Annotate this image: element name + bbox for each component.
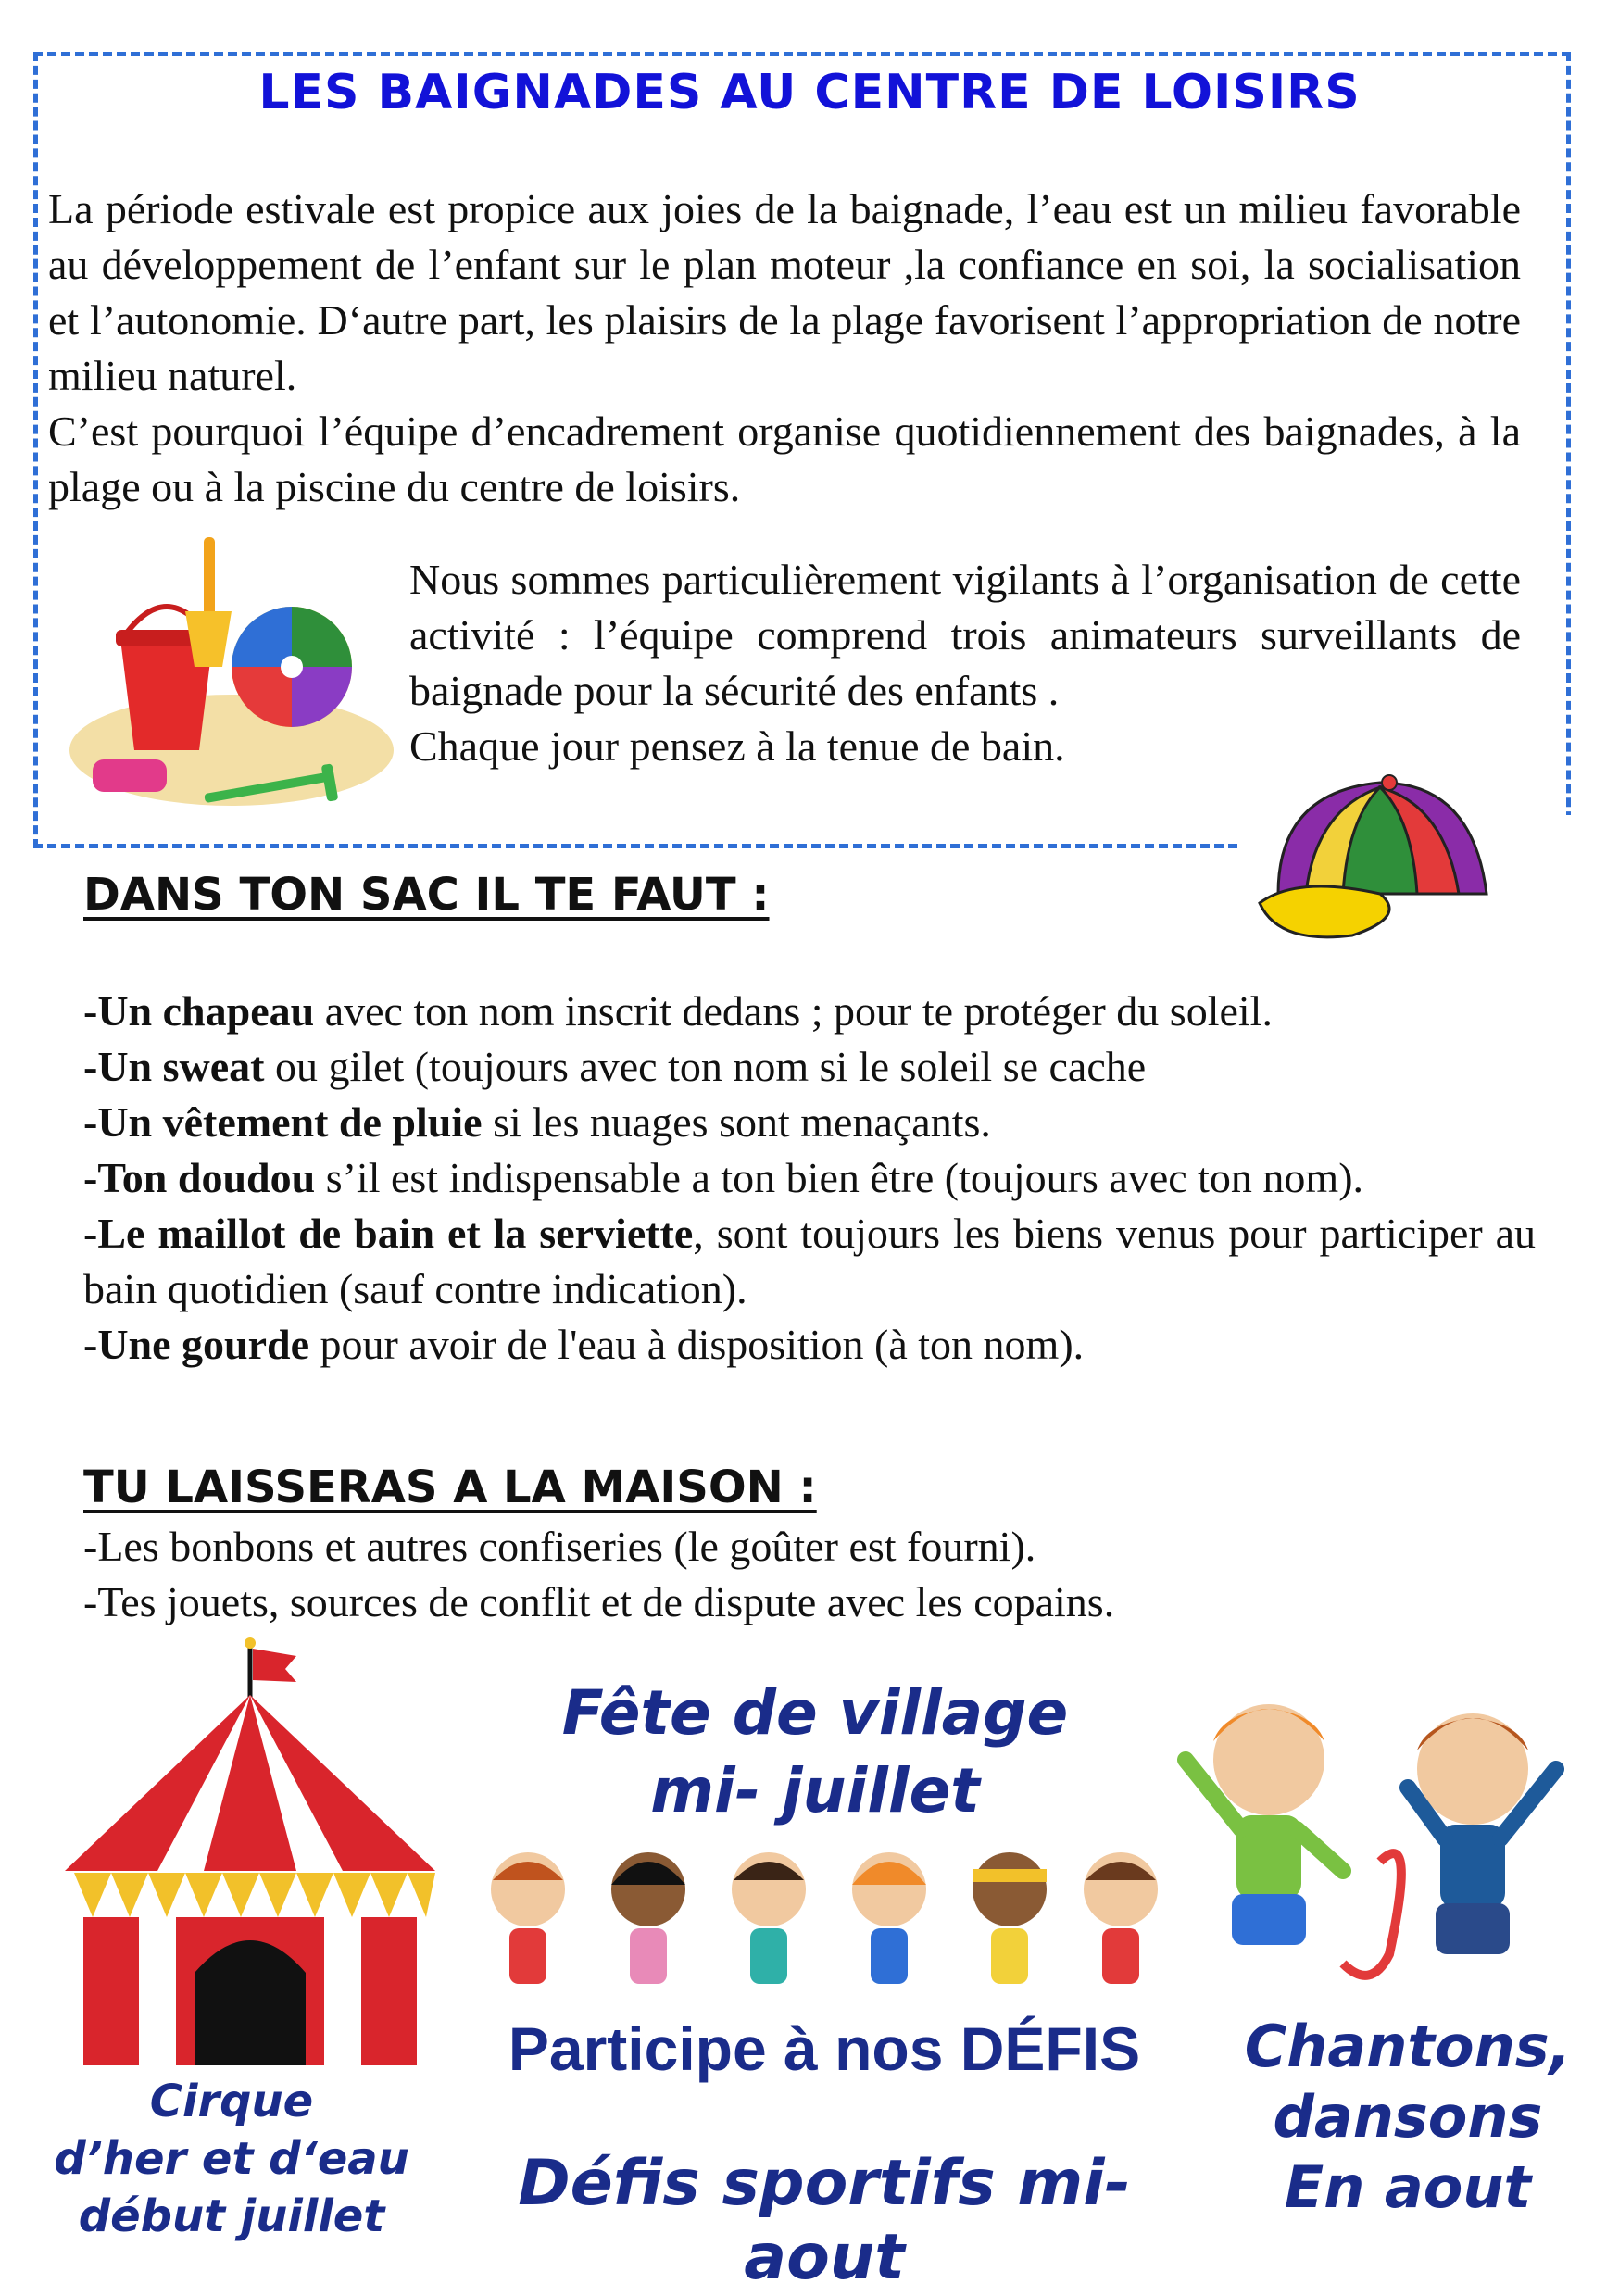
list-item: -Un sweat ou gilet (toujours avec ton nom si le soleil se cache	[83, 1043, 1147, 1090]
kid-figure	[852, 1852, 926, 1984]
tent-flag	[253, 1649, 296, 1682]
page-title: LES BAIGNADES AU CENTRE DE LOISIRS	[258, 65, 1361, 120]
jumping-kids-illustration	[472, 1843, 1176, 2010]
circus-tent-illustration	[56, 1639, 445, 2075]
cirque-caption: Cirque d’her et d‘eau début juillet	[54, 2076, 409, 2242]
intro-text	[48, 182, 1521, 515]
fete-caption: Fête de village mi- juillet	[561, 1677, 1069, 1826]
list-item: -Une gourde pour avoir de l'eau à disposition (à ton nom).	[83, 1321, 1085, 1368]
music-note-icon	[1343, 1853, 1401, 1976]
list-item: -Tes jouets, sources de conflit et de dispute avec les copains.	[83, 1578, 1115, 1625]
list-item: -Un chapeau avec ton nom inscrit dedans ; pour te protéger du soleil.	[83, 987, 1273, 1035]
kid-figure	[732, 1852, 806, 1984]
kid-figure	[491, 1852, 565, 1984]
bag-heading: DANS TON SAC IL TE FAUT :	[83, 869, 770, 921]
list-item: -Le maillot de bain et la serviette, sont toujours les biens venus pour participer au bain quotidien (sauf contre indication).	[83, 1210, 1536, 1312]
swimwear-reminder: Chaque jour pensez à la tenue de bain.	[409, 722, 1065, 770]
list-item: -Un vêtement de pluie si les nuages sont menaçants.	[83, 1098, 991, 1146]
sport-caption: Défis sportifs mi-aout	[518, 2147, 1131, 2294]
chantons-caption: Chantons, dansons En aout	[1244, 2013, 1572, 2221]
defis-caption: Participe à nos DÉFIS	[508, 2014, 1141, 2083]
sand-mold	[93, 759, 167, 792]
tent-entrance	[195, 1940, 306, 2065]
intro-paragraph-1: La période estivale est propice aux joies de la baignade, l’eau est un milieu favorable au développement de l’enfant sur le plan moteur ,la confiance en soi, la socialisation et l’autonomie. D‘autre part, les plaisirs de la plage favorisent l’appropriation de notre milieu naturel.	[48, 185, 1521, 399]
home-heading: TU LAISSERAS A LA MAISON :	[83, 1462, 817, 1513]
kid-figure	[1408, 1713, 1556, 1954]
home-list	[83, 1519, 1536, 1630]
kid-figure	[1084, 1852, 1158, 1984]
kid-figure	[611, 1852, 685, 1984]
list-item: -Ton doudou s’il est indispensable a ton bien être (toujours avec ton nom).	[83, 1154, 1364, 1201]
beach-toys-illustration	[65, 537, 398, 815]
shovel	[185, 537, 232, 667]
vigilance-text	[409, 552, 1521, 774]
kid-figure	[973, 1852, 1047, 1984]
cap-illustration	[1241, 755, 1510, 949]
list-item: -Les bonbons et autres confiseries (le goûter est fourni).	[83, 1523, 1036, 1570]
bag-list	[83, 984, 1536, 1373]
beach-ball	[232, 607, 352, 727]
cap-visor	[1260, 886, 1389, 937]
dancing-kids-illustration	[1158, 1658, 1593, 2010]
intro-paragraph-2: C’est pourquoi l’équipe d’encadrement organise quotidiennement des baignades, à la plage ou à la piscine du centre de loisirs.	[48, 408, 1521, 510]
vigilance-paragraph: Nous sommes particulièrement vigilants à l’organisation de cette activité : l’équipe comprend trois animateurs surveillants de baignade pour la sécurité des enfants .	[409, 556, 1521, 714]
kid-figure	[1186, 1704, 1343, 1945]
tent-roof	[65, 1695, 435, 1871]
